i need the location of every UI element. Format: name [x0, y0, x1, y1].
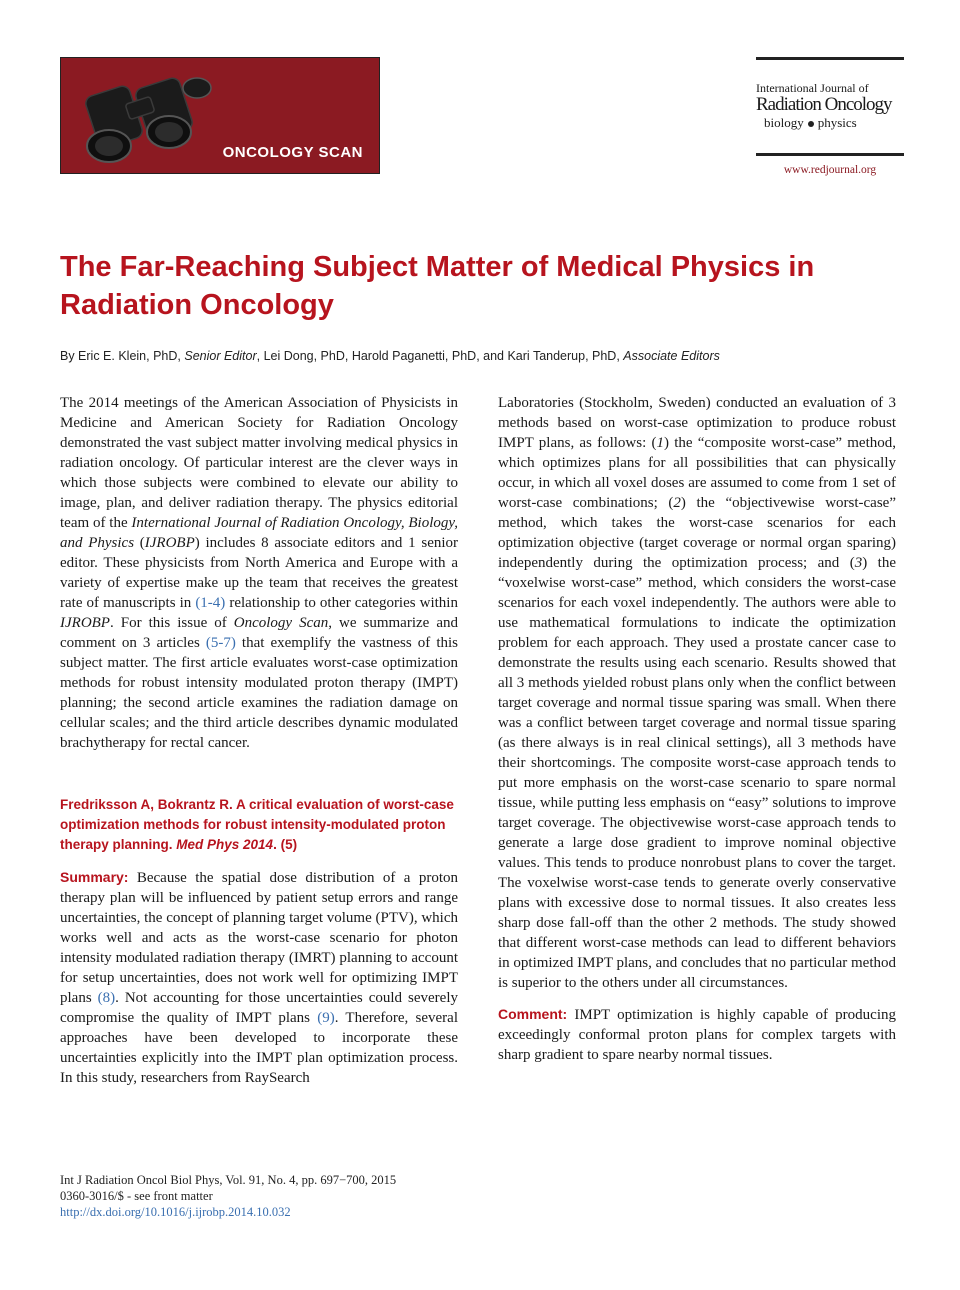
summary-text: ) the “voxelwise worst-case” method, which considers the worst-case scenarios for each voxel independently. The authors were able to use mathematical formulations to indicate the optimization problem for each approach. They used a prostate cancer case to demonstrate the results using each scenario. Results showed that all 3 methods yielded robust plans only when the conflict between target coverage and normal tissue sparing was small. When there was a conflict between target coverage and normal tissue sparing (as there always is in real clinical settings), all 3 methods have their shortcomings. The composite worst-case approach tends to put more emphasis on the worst-case scenario to spare normal tissue, while putting less emphasis on “easy” solutions to improve target coverage. The objectivewise worst-case approach tends to generate a large dose gradient to improve nominal objective values. This tends to produce nonrobust plans to cover the target. The voxelwise worst-case tends to generate overly conservative plans with excessive dose to normal tissues. It also creates less sharp dose fall-off than the other 2 methods. The study showed that different worst-case methods can lead to different behaviors in optimized IMPT plans, and concludes that no particular method is superior to the others under all circumstances. [498, 555, 896, 991]
intro-journal-abbrev: IJROBP [60, 615, 110, 631]
byline-authors-1: By Eric E. Klein, PhD, [60, 349, 185, 363]
intro-journal-name: International Journal of Radiation Oncology, Biology, and Physics [60, 515, 458, 551]
reference-link[interactable]: (8) [97, 990, 116, 1006]
intro-text: The 2014 meetings of the American Association of Physicists in Medicine and American Society for Radiation Oncology demonstrated the vast subject matter involving medical physics in radiation oncology. Of particular interest are the clever ways in which those subjects were combined to elevate our ability to image, plan, and deliver radiation therapy. The physics editorial team of the [60, 395, 458, 531]
summary-text: . Therefore, several approaches have been developed to incorporate these uncertainties explicitly into the IMPT plan optimization process. In this study, researchers from RaySearch [60, 1010, 458, 1086]
article1-journal: Med Phys 2014 [176, 837, 274, 852]
article1-ref: . (5) [273, 837, 298, 852]
article-title: The Far-Reaching Subject Matter of Medical Physics in Radiation Oncology [60, 251, 815, 321]
byline-role-senior: Senior Editor [184, 349, 257, 363]
intro-text: ( [134, 535, 145, 551]
intro-paragraph [60, 393, 458, 753]
journal-name-line1: International Journal of [756, 81, 869, 95]
list-number: 3 [854, 555, 863, 571]
binoculars-icon [69, 62, 229, 170]
oncology-scan-banner [60, 57, 380, 174]
list-number: 1 [656, 435, 664, 451]
footer-issn: 0360-3016/$ - see front matter [60, 1189, 213, 1203]
journal-url-link[interactable]: www.redjournal.org [783, 164, 877, 176]
journal-masthead [756, 57, 904, 176]
byline-authors-2: , Lei Dong, PhD, Harold Paganetti, PhD, and Kari Tanderup, PhD, [256, 349, 624, 363]
journal-subtitle-physics: physics [817, 115, 857, 130]
journal-subtitle-biology: biology [764, 115, 804, 130]
intro-journal-abbrev: IJROBP [144, 535, 195, 551]
column-right [498, 393, 896, 1065]
list-number: 2 [673, 495, 681, 511]
intro-text: . For this issue of [109, 615, 234, 631]
reference-link[interactable]: (9) [317, 1010, 335, 1026]
article1-comment [498, 1004, 896, 1065]
article1-summary-continued [498, 393, 896, 993]
footer-doi-link[interactable]: http://dx.doi.org/10.1016/j.ijrobp.2014.10.032 [60, 1205, 291, 1219]
banner-label: ONCOLOGY SCAN [222, 144, 363, 161]
intro-text: relationship to other categories within [225, 595, 458, 611]
summary-label: Summary: [60, 869, 129, 885]
summary-text: ) the “composite worst-case” method, which optimizes plans for all possibilities that can physically occur, in which all voxel doses are assumed to come from 1 set of worst-case combinations; ( [498, 435, 896, 511]
journal-subtitle [756, 115, 904, 131]
article1-heading [60, 795, 458, 855]
summary-text: Laboratories (Stockholm, Sweden) conducted an evaluation of 3 methods based on worst-case optimization to produce robust IMPT plans, as follows: ( [498, 395, 896, 451]
reference-link[interactable]: (1-4) [195, 595, 226, 611]
byline-role-associate: Associate Editors [623, 349, 720, 363]
summary-text: ) the “objectivewise worst-case” method, which takes the worst-case scenarios for each optimization objective (target coverage or normal organ sparing) independently during the optimization process; and ( [498, 495, 896, 571]
comment-label: Comment: [498, 1006, 568, 1022]
footer-citation: Int J Radiation Oncol Biol Phys, Vol. 91, No. 4, pp. 697−700, 2015 [60, 1173, 397, 1187]
page-footer [60, 1172, 480, 1220]
summary-text: Because the spatial dose distribution of a proton therapy plan will be influenced by patient setup errors and range uncertainties, the concept of planning target volume (PTV), which works well and acts as the worst-case scenario for photon intensity modulated radiation therapy (IMRT) planning to account for setup uncertainties, does not work well for optimizing IMPT plans [60, 870, 458, 1006]
intro-text: , we summarize and comment on 3 articles [60, 615, 458, 651]
journal-name-line2: Radiation Oncology [756, 94, 892, 115]
intro-text: ) includes 8 associate editors and 1 senior editor. These physicists from North America and Europe with a variety of expertise make up the team that receives the greatest rate of manuscripts in [60, 535, 459, 611]
byline [60, 349, 920, 363]
article1-summary [60, 867, 458, 1088]
summary-text: . Not accounting for those uncertainties could severely compromise the quality of IMPT plans [60, 990, 458, 1026]
column-left [60, 393, 458, 1088]
comment-text: IMPT optimization is highly capable of producing exceedingly conformal proton plans for complex targets with sharp gradient to spare nearby normal tissues. [498, 1007, 896, 1063]
reference-link[interactable]: (5-7) [205, 635, 236, 651]
masthead-divider [756, 153, 904, 156]
article1-citation: Fredriksson A, Bokrantz R. A critical evaluation of worst-case optimization methods for robust intensity-modulated proton therapy planning. [60, 797, 454, 852]
bullet-icon [808, 121, 814, 127]
intro-section-name: Oncology Scan [233, 615, 329, 631]
intro-text: that exemplify the vastness of this subject matter. The first article evaluates worst-case optimization methods for robust intensity modulated proton therapy (IMPT) planning; the second article examines the radiation damage on cellular scales; and the third article describes dynamic modulated brachytherapy for rectal cancer. [60, 635, 458, 751]
